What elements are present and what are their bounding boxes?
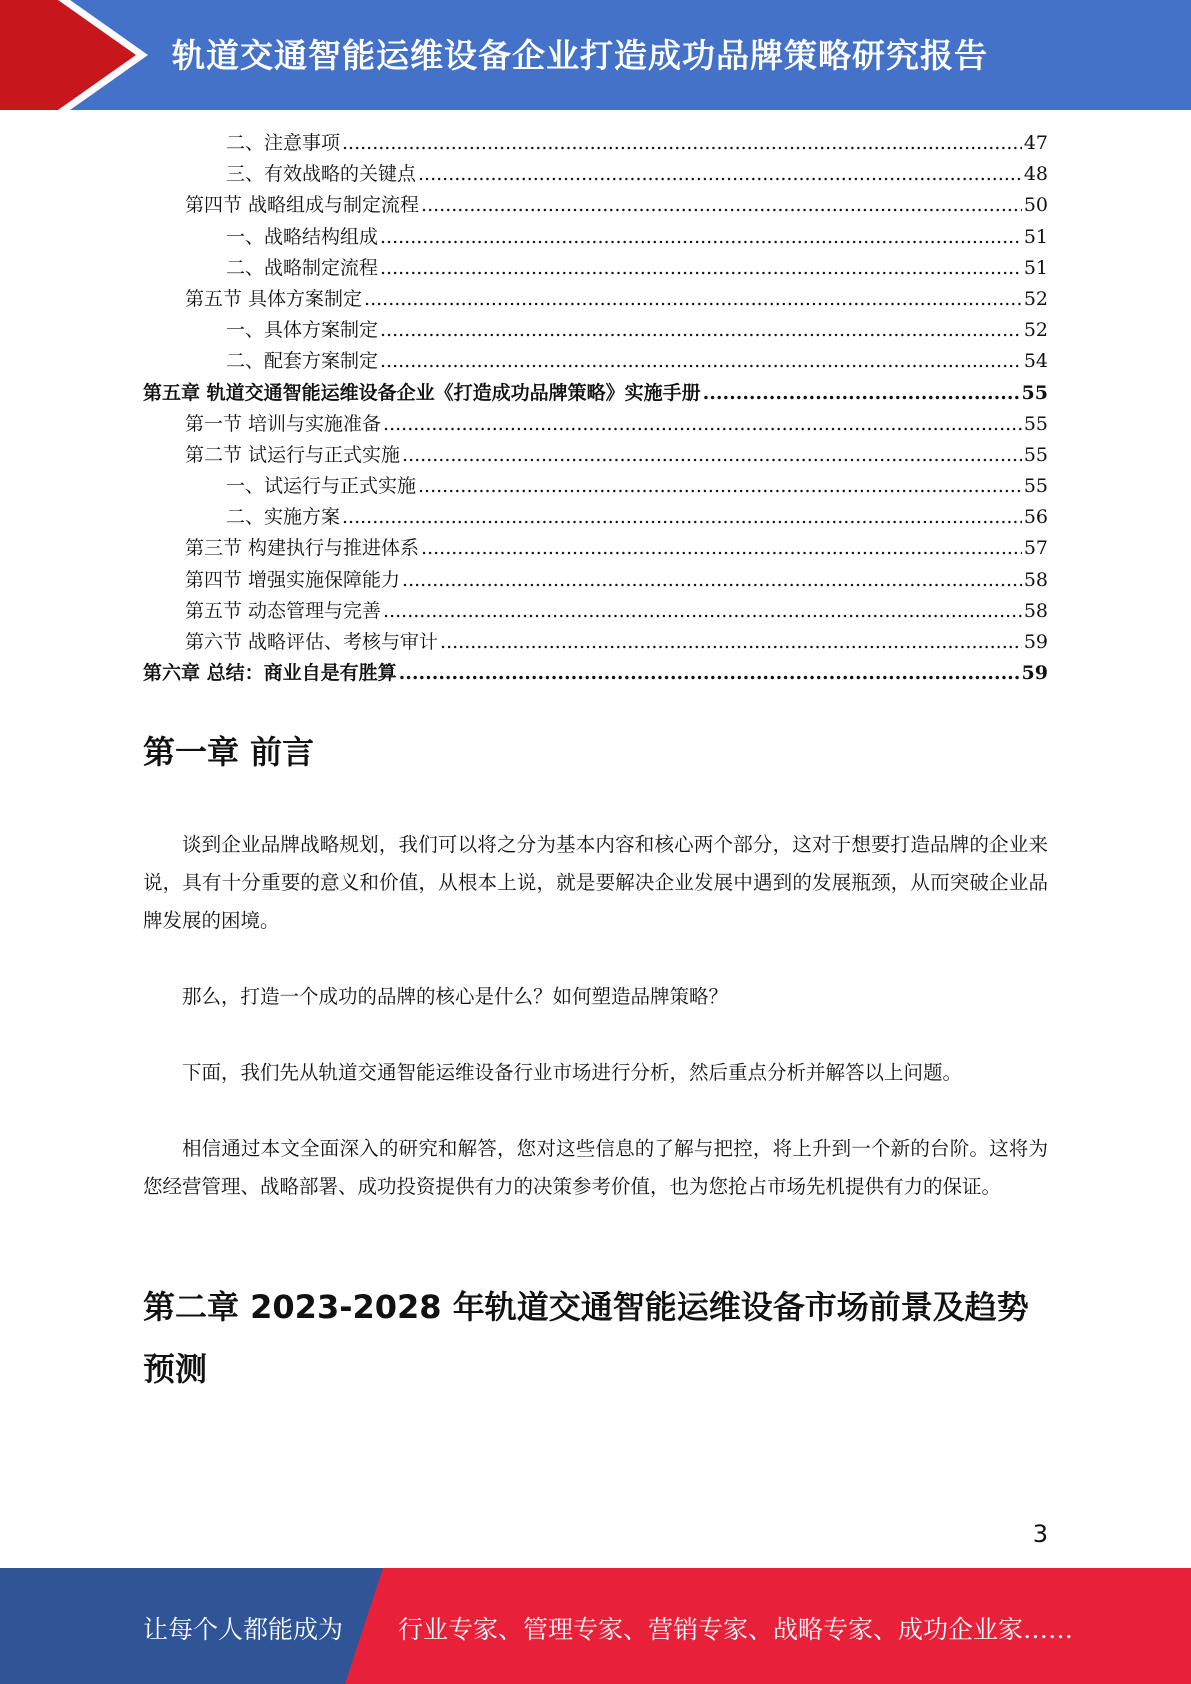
- chapter-1-paragraph-4: 相信通过本文全面深入的研究和解答，您对这些信息的了解与把控，将上升到一个新的台阶。这将为您经营管理、战略部署、成功投资提供有力的决策参考价值，也为您抢占市场先机提供有力的保证。: [143, 1137, 1048, 1198]
- toc-entry-page: 51: [1023, 256, 1048, 279]
- toc-dot-leader: [380, 253, 1022, 284]
- toc-entry-text: 第四节 增强实施保障能力: [185, 568, 401, 591]
- toc-entry-text: 第一节 培训与实施准备: [185, 412, 382, 435]
- toc-entry-page: 56: [1023, 506, 1048, 529]
- toc-entry-text: 二、注意事项: [226, 132, 341, 154]
- toc-entry[interactable]: [143, 159, 1048, 190]
- footer-slogan-right: 行业专家、管理专家、营销专家、战略专家、成功企业家……: [398, 1615, 1074, 1644]
- toc-entry-text: 第四节 战略组成与制定流程: [185, 194, 420, 217]
- toc-entry-page: 59: [1023, 631, 1048, 653]
- toc-entry-page: 52: [1023, 319, 1048, 342]
- chapter-1-paragraph-3: 下面，我们先从轨道交通智能运维设备行业市场进行分析，然后重点分析并解答以上问题。: [182, 1061, 963, 1084]
- page-number: 3: [1032, 1520, 1048, 1548]
- footer-banner: [0, 1568, 1191, 1684]
- chapter-1-paragraph-2: 那么，打造一个成功的品牌的核心是什么？如何塑造品牌策略？: [182, 985, 729, 1008]
- toc-entry-text: 第二节 试运行与正式实施: [185, 443, 401, 466]
- toc-entry[interactable]: [143, 346, 1048, 377]
- header-banner: [0, 0, 1191, 110]
- toc-entry-text: 第六节 战略评估、考核与审计: [185, 631, 439, 653]
- toc-entry-page: 51: [1023, 225, 1048, 248]
- toc-dot-leader: [399, 658, 1020, 689]
- footer-slogan-left: 让每个人都能成为: [143, 1615, 344, 1644]
- toc-entry[interactable]: [143, 128, 1048, 159]
- toc-entry-page: 58: [1023, 599, 1048, 622]
- toc-entry-text: 二、战略制定流程: [226, 256, 379, 279]
- toc-entry[interactable]: [143, 253, 1048, 284]
- toc-dot-leader: [421, 190, 1022, 221]
- toc-dot-leader: [380, 315, 1022, 346]
- toc-entry-page: 55: [1021, 381, 1048, 404]
- toc-entry-page: 47: [1023, 132, 1048, 154]
- toc-entry-page: 54: [1023, 350, 1048, 373]
- toc-entry-text: 一、战略结构组成: [226, 225, 379, 248]
- toc-entry-text: 第六章 总结：商业自是有胜算: [143, 662, 397, 685]
- toc-entry[interactable]: [143, 378, 1048, 409]
- toc-entry-text: 二、配套方案制定: [226, 350, 379, 373]
- toc-entry[interactable]: [143, 565, 1048, 596]
- toc-entry-text: 一、试运行与正式实施: [226, 475, 417, 498]
- toc-entry[interactable]: [143, 284, 1048, 315]
- toc-dot-leader: [342, 128, 1022, 159]
- toc-entry-page: 50: [1023, 194, 1048, 217]
- toc-entry[interactable]: [143, 440, 1048, 471]
- toc-dot-leader: [418, 471, 1022, 502]
- toc-entry[interactable]: [143, 315, 1048, 346]
- toc-dot-leader: [364, 284, 1022, 315]
- toc-dot-leader: [383, 409, 1022, 440]
- table-of-contents: [143, 128, 1048, 689]
- chapter-2-title: 第二章 2023-2028 年轨道交通智能运维设备市场前景及趋势预测: [143, 1288, 1029, 1388]
- toc-entry[interactable]: [143, 658, 1048, 689]
- toc-entry[interactable]: [143, 222, 1048, 253]
- toc-dot-leader: [383, 596, 1022, 627]
- header-title: 轨道交通智能运维设备企业打造成功品牌策略研究报告: [172, 36, 988, 75]
- toc-dot-leader: [402, 440, 1022, 471]
- toc-entry-page: 48: [1023, 163, 1048, 186]
- toc-entry-text: 三、有效战略的关键点: [226, 163, 417, 186]
- toc-dot-leader: [418, 159, 1022, 190]
- toc-entry-page: 52: [1023, 287, 1048, 310]
- toc-entry-text: 第五节 具体方案制定: [185, 287, 363, 310]
- chapter-1-paragraph-1: 谈到企业品牌战略规划，我们可以将之分为基本内容和核心两个部分，这对于想要打造品牌的企业来说，具有十分重要的意义和价值，从根本上说，就是要解决企业发展中遇到的发展瓶颈，从而突破企业品牌发展的困境。: [143, 833, 1048, 932]
- toc-entry[interactable]: [143, 502, 1048, 533]
- toc-dot-leader: [342, 502, 1022, 533]
- toc-dot-leader: [703, 378, 1020, 409]
- toc-entry[interactable]: [143, 190, 1048, 221]
- toc-entry[interactable]: [143, 409, 1048, 440]
- toc-entry[interactable]: [143, 627, 1048, 658]
- toc-entry-page: 58: [1023, 568, 1048, 591]
- toc-entry-text: 第三节 构建执行与推进体系: [185, 537, 420, 560]
- chapter-1-title: 第一章 前言: [143, 733, 315, 771]
- toc-entry[interactable]: [143, 471, 1048, 502]
- toc-entry-text: 一、具体方案制定: [226, 319, 379, 342]
- toc-dot-leader: [380, 346, 1022, 377]
- toc-entry-page: 55: [1023, 412, 1048, 435]
- toc-entry-page: 59: [1021, 662, 1048, 685]
- toc-dot-leader: [421, 533, 1022, 564]
- toc-dot-leader: [440, 627, 1022, 658]
- toc-entry-text: 二、实施方案: [226, 506, 341, 529]
- toc-entry-page: 57: [1023, 537, 1048, 560]
- toc-dot-leader: [402, 565, 1022, 596]
- toc-entry-text: 第五章 轨道交通智能运维设备企业《打造成功品牌策略》实施手册: [143, 381, 701, 404]
- toc-entry[interactable]: [143, 596, 1048, 627]
- toc-entry[interactable]: [143, 533, 1048, 564]
- toc-entry-page: 55: [1023, 475, 1048, 498]
- toc-entry-page: 55: [1023, 443, 1048, 466]
- toc-entry-text: 第五节 动态管理与完善: [185, 599, 382, 622]
- toc-dot-leader: [380, 222, 1022, 253]
